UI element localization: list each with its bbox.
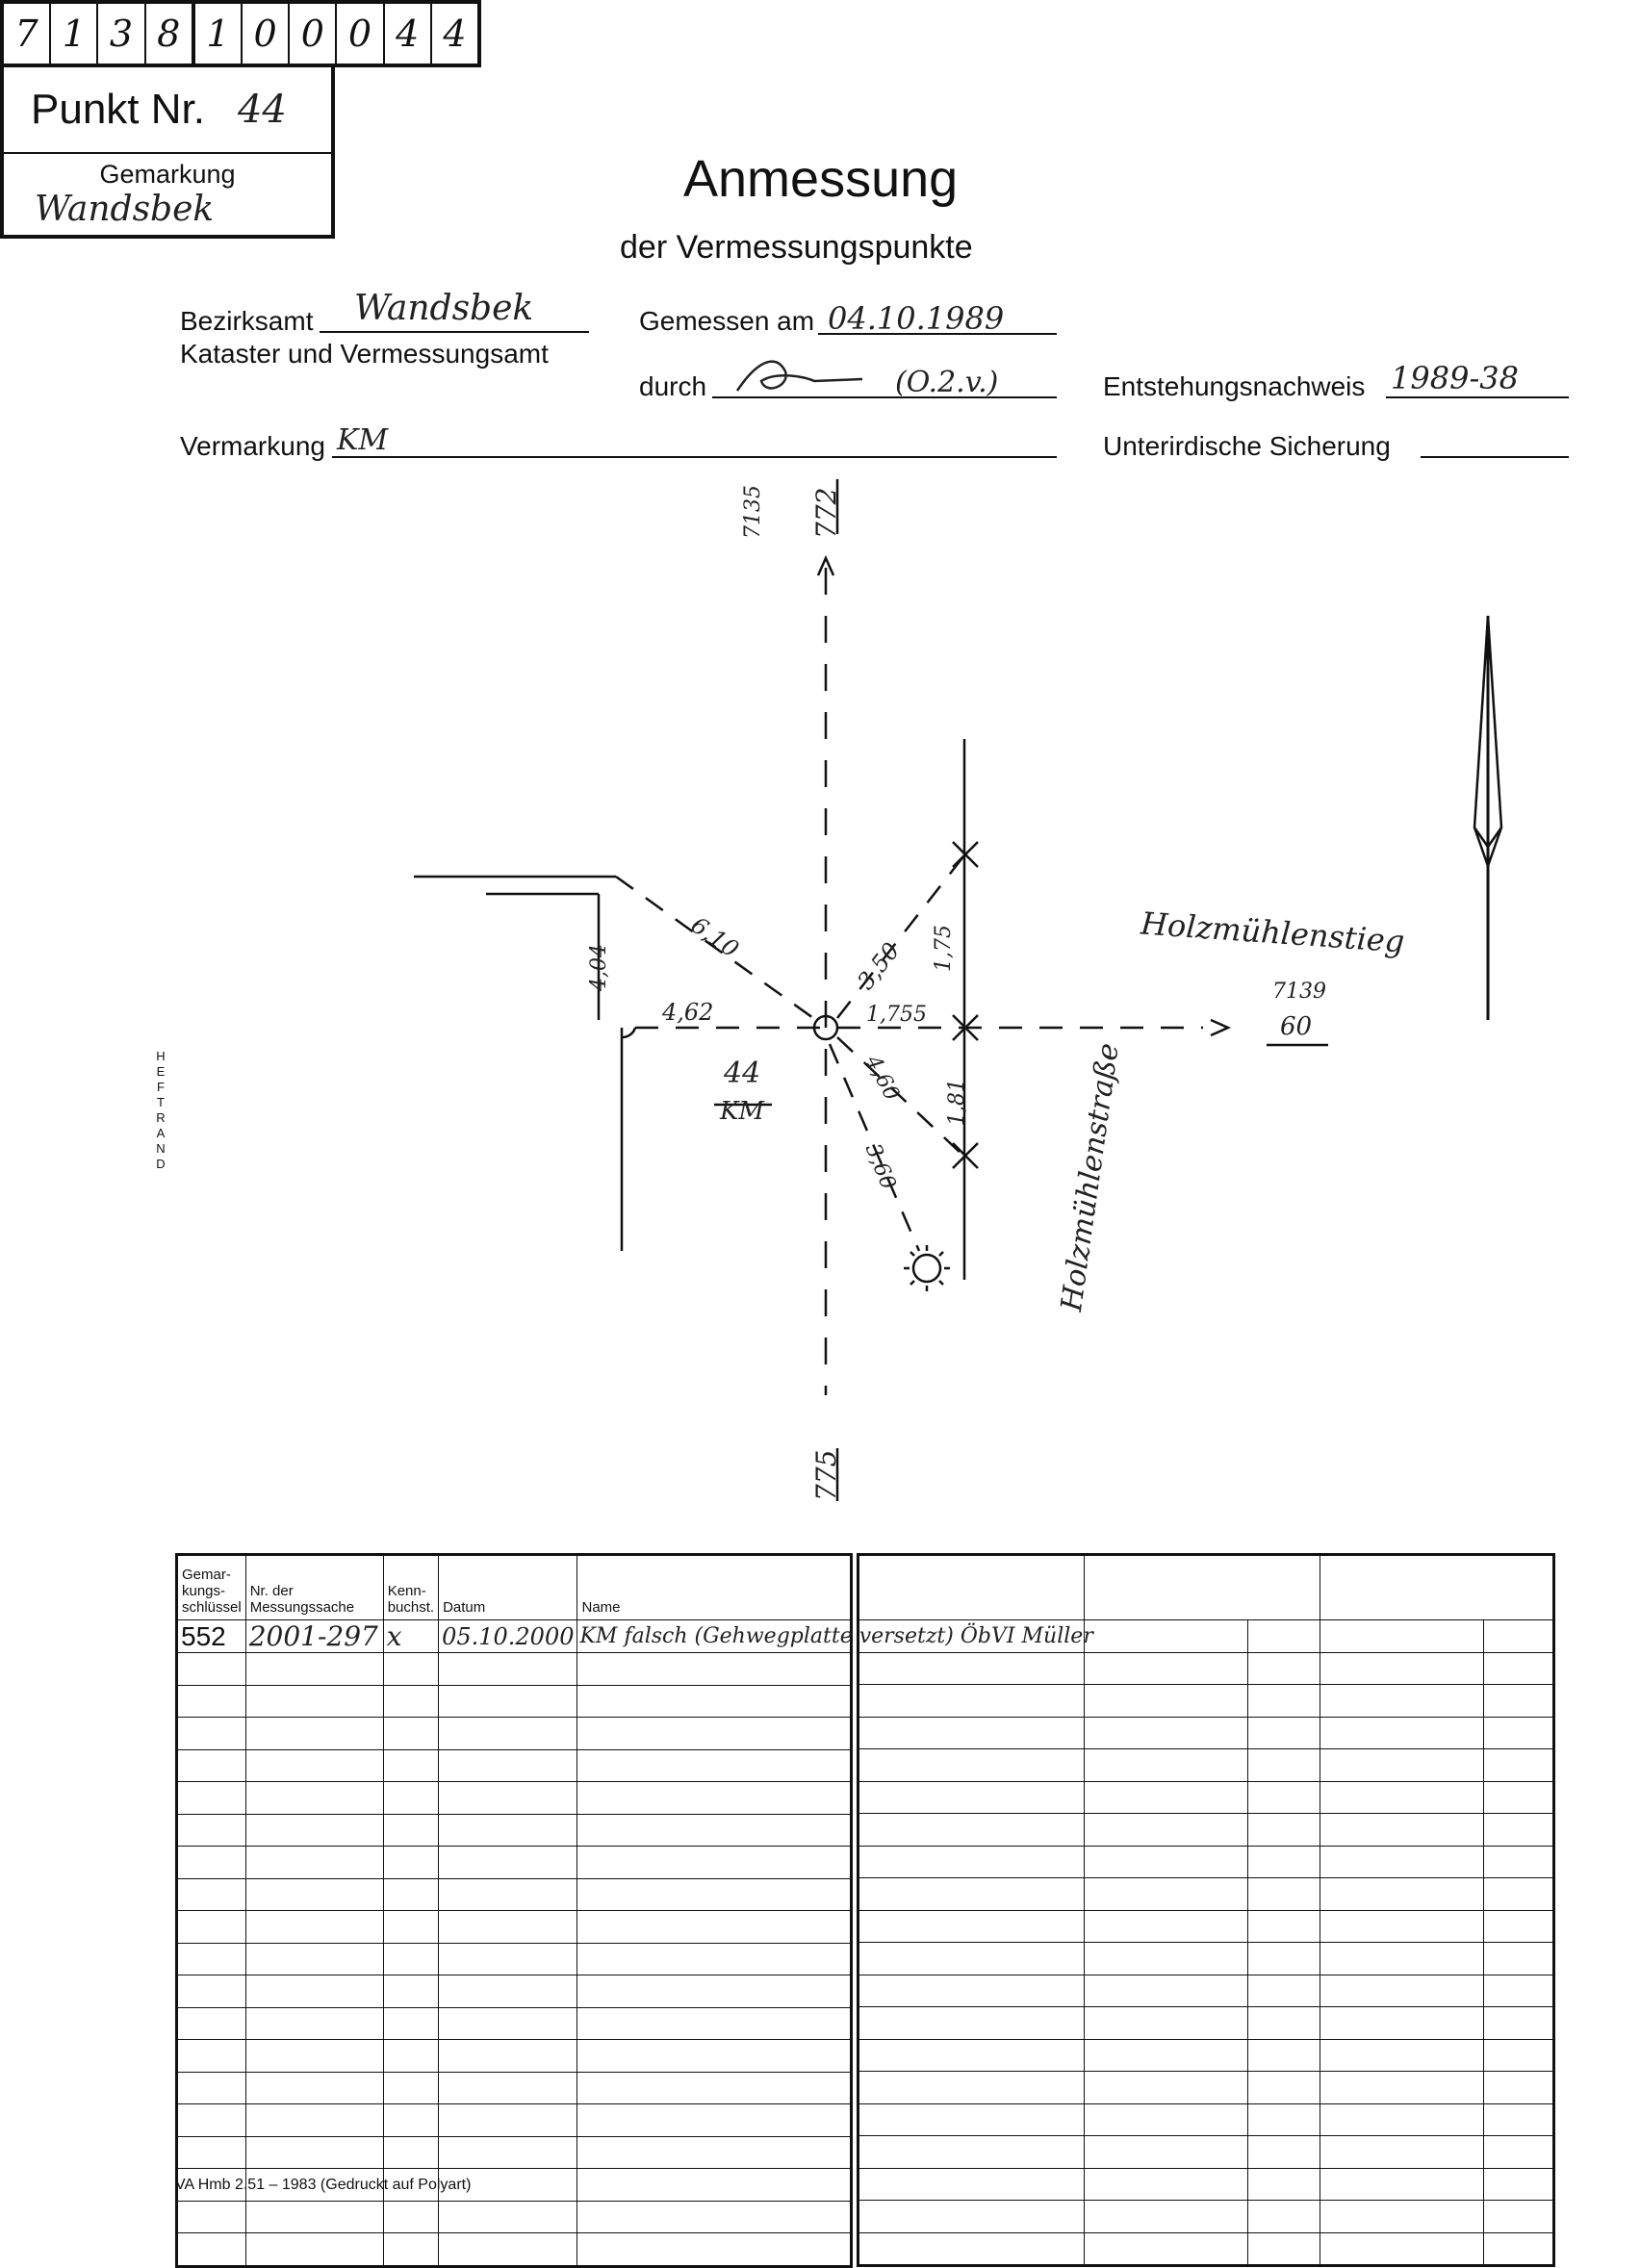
register-table-right xyxy=(857,1553,1555,2267)
col-datum: Datum xyxy=(439,1555,577,1620)
point-label: 44 xyxy=(724,1057,761,1090)
digit: 4 xyxy=(385,4,432,64)
cell-datum: 05.10.2000 xyxy=(439,1620,577,1653)
punkt-label: Punkt Nr. xyxy=(31,86,205,133)
durch-label: durch xyxy=(639,371,707,401)
vermarkung-value: KM xyxy=(337,423,389,457)
gemarkung-label: Gemarkung xyxy=(99,160,236,189)
measure-350: 3,50 xyxy=(852,937,906,995)
register-table-left xyxy=(175,1553,1093,2268)
digit: 8 xyxy=(146,4,195,64)
measure-610: 6,10 xyxy=(685,911,744,963)
digit: 4 xyxy=(443,13,467,55)
cell-kenn: x xyxy=(383,1620,438,1653)
ref-top-b: 772 xyxy=(810,487,842,539)
entstehung-label: Entstehungsnachweis xyxy=(1103,371,1366,401)
digit: 0 xyxy=(337,4,384,64)
street-vertical: Holzmühlenstraße xyxy=(1055,1040,1126,1313)
heftrand-label: HEFTRAND xyxy=(156,1049,166,1171)
punkt-value: 44 xyxy=(237,88,287,132)
unterirdisch-label: Unterirdische Sicherung xyxy=(1103,431,1391,461)
measure-175: 1,75 xyxy=(932,925,956,972)
bezirksamt-label: Bezirksamt xyxy=(180,306,314,336)
col-kenn: Kenn-buchst. xyxy=(383,1555,438,1620)
digit: 0 xyxy=(243,4,290,64)
cell-gemarkung: 552 xyxy=(177,1620,246,1653)
durch-value: (O.2.v.) xyxy=(895,366,999,399)
bezirksamt-value: Wandsbek xyxy=(354,289,534,328)
measure-460: 4,60 xyxy=(859,1052,905,1105)
street-label: Holzmühlenstieg xyxy=(1140,905,1406,960)
ref-bottom: 775 xyxy=(810,1449,842,1501)
point-sub: KM xyxy=(720,1097,765,1126)
digit: 1 xyxy=(51,4,98,64)
vermarkung-label: Vermarkung xyxy=(180,431,325,461)
digit: 3 xyxy=(98,4,145,64)
col-name: Name xyxy=(577,1555,852,1620)
table-row xyxy=(177,1620,852,1653)
col-nr: Nr. der Messungssache xyxy=(245,1555,383,1620)
digit: 0 xyxy=(290,4,337,64)
measure-1755: 1,755 xyxy=(866,1003,927,1027)
digit: 1 xyxy=(195,4,243,64)
cell-name: KM falsch (Gehwegplatte versetzt) ÖbVI Müller xyxy=(579,1624,1093,1648)
measure-181: 1,81 xyxy=(945,1079,969,1126)
page-subtitle: der Vermessungspunkte xyxy=(620,229,973,266)
form-footer: VA Hmb 2.51 – 1983 (Gedruckt auf Polyart) xyxy=(175,2177,472,2193)
gemessen-label: Gemessen am xyxy=(639,306,815,336)
measure-360: 3,60 xyxy=(859,1140,901,1193)
gemessen-value: 04.10.1989 xyxy=(828,300,1005,337)
cell-nr: 2001-297 xyxy=(245,1620,383,1653)
entstehung-value: 1989-38 xyxy=(1391,360,1519,396)
measure-404: 4,04 xyxy=(587,944,611,991)
ref-right-b: 60 xyxy=(1280,1012,1313,1041)
kataster-label: Kataster und Vermessungsamt xyxy=(180,339,549,369)
digit: 7 xyxy=(4,4,51,64)
ref-right-a: 7139 xyxy=(1272,980,1326,1004)
gemarkung-value: Wandsbek xyxy=(35,190,215,229)
ref-top-a: 7135 xyxy=(741,485,765,539)
measure-462: 4,62 xyxy=(662,999,714,1026)
page-title: Anmessung xyxy=(683,150,959,208)
col-gemarkung: Gemar-kungs-schlüssel xyxy=(177,1555,246,1620)
